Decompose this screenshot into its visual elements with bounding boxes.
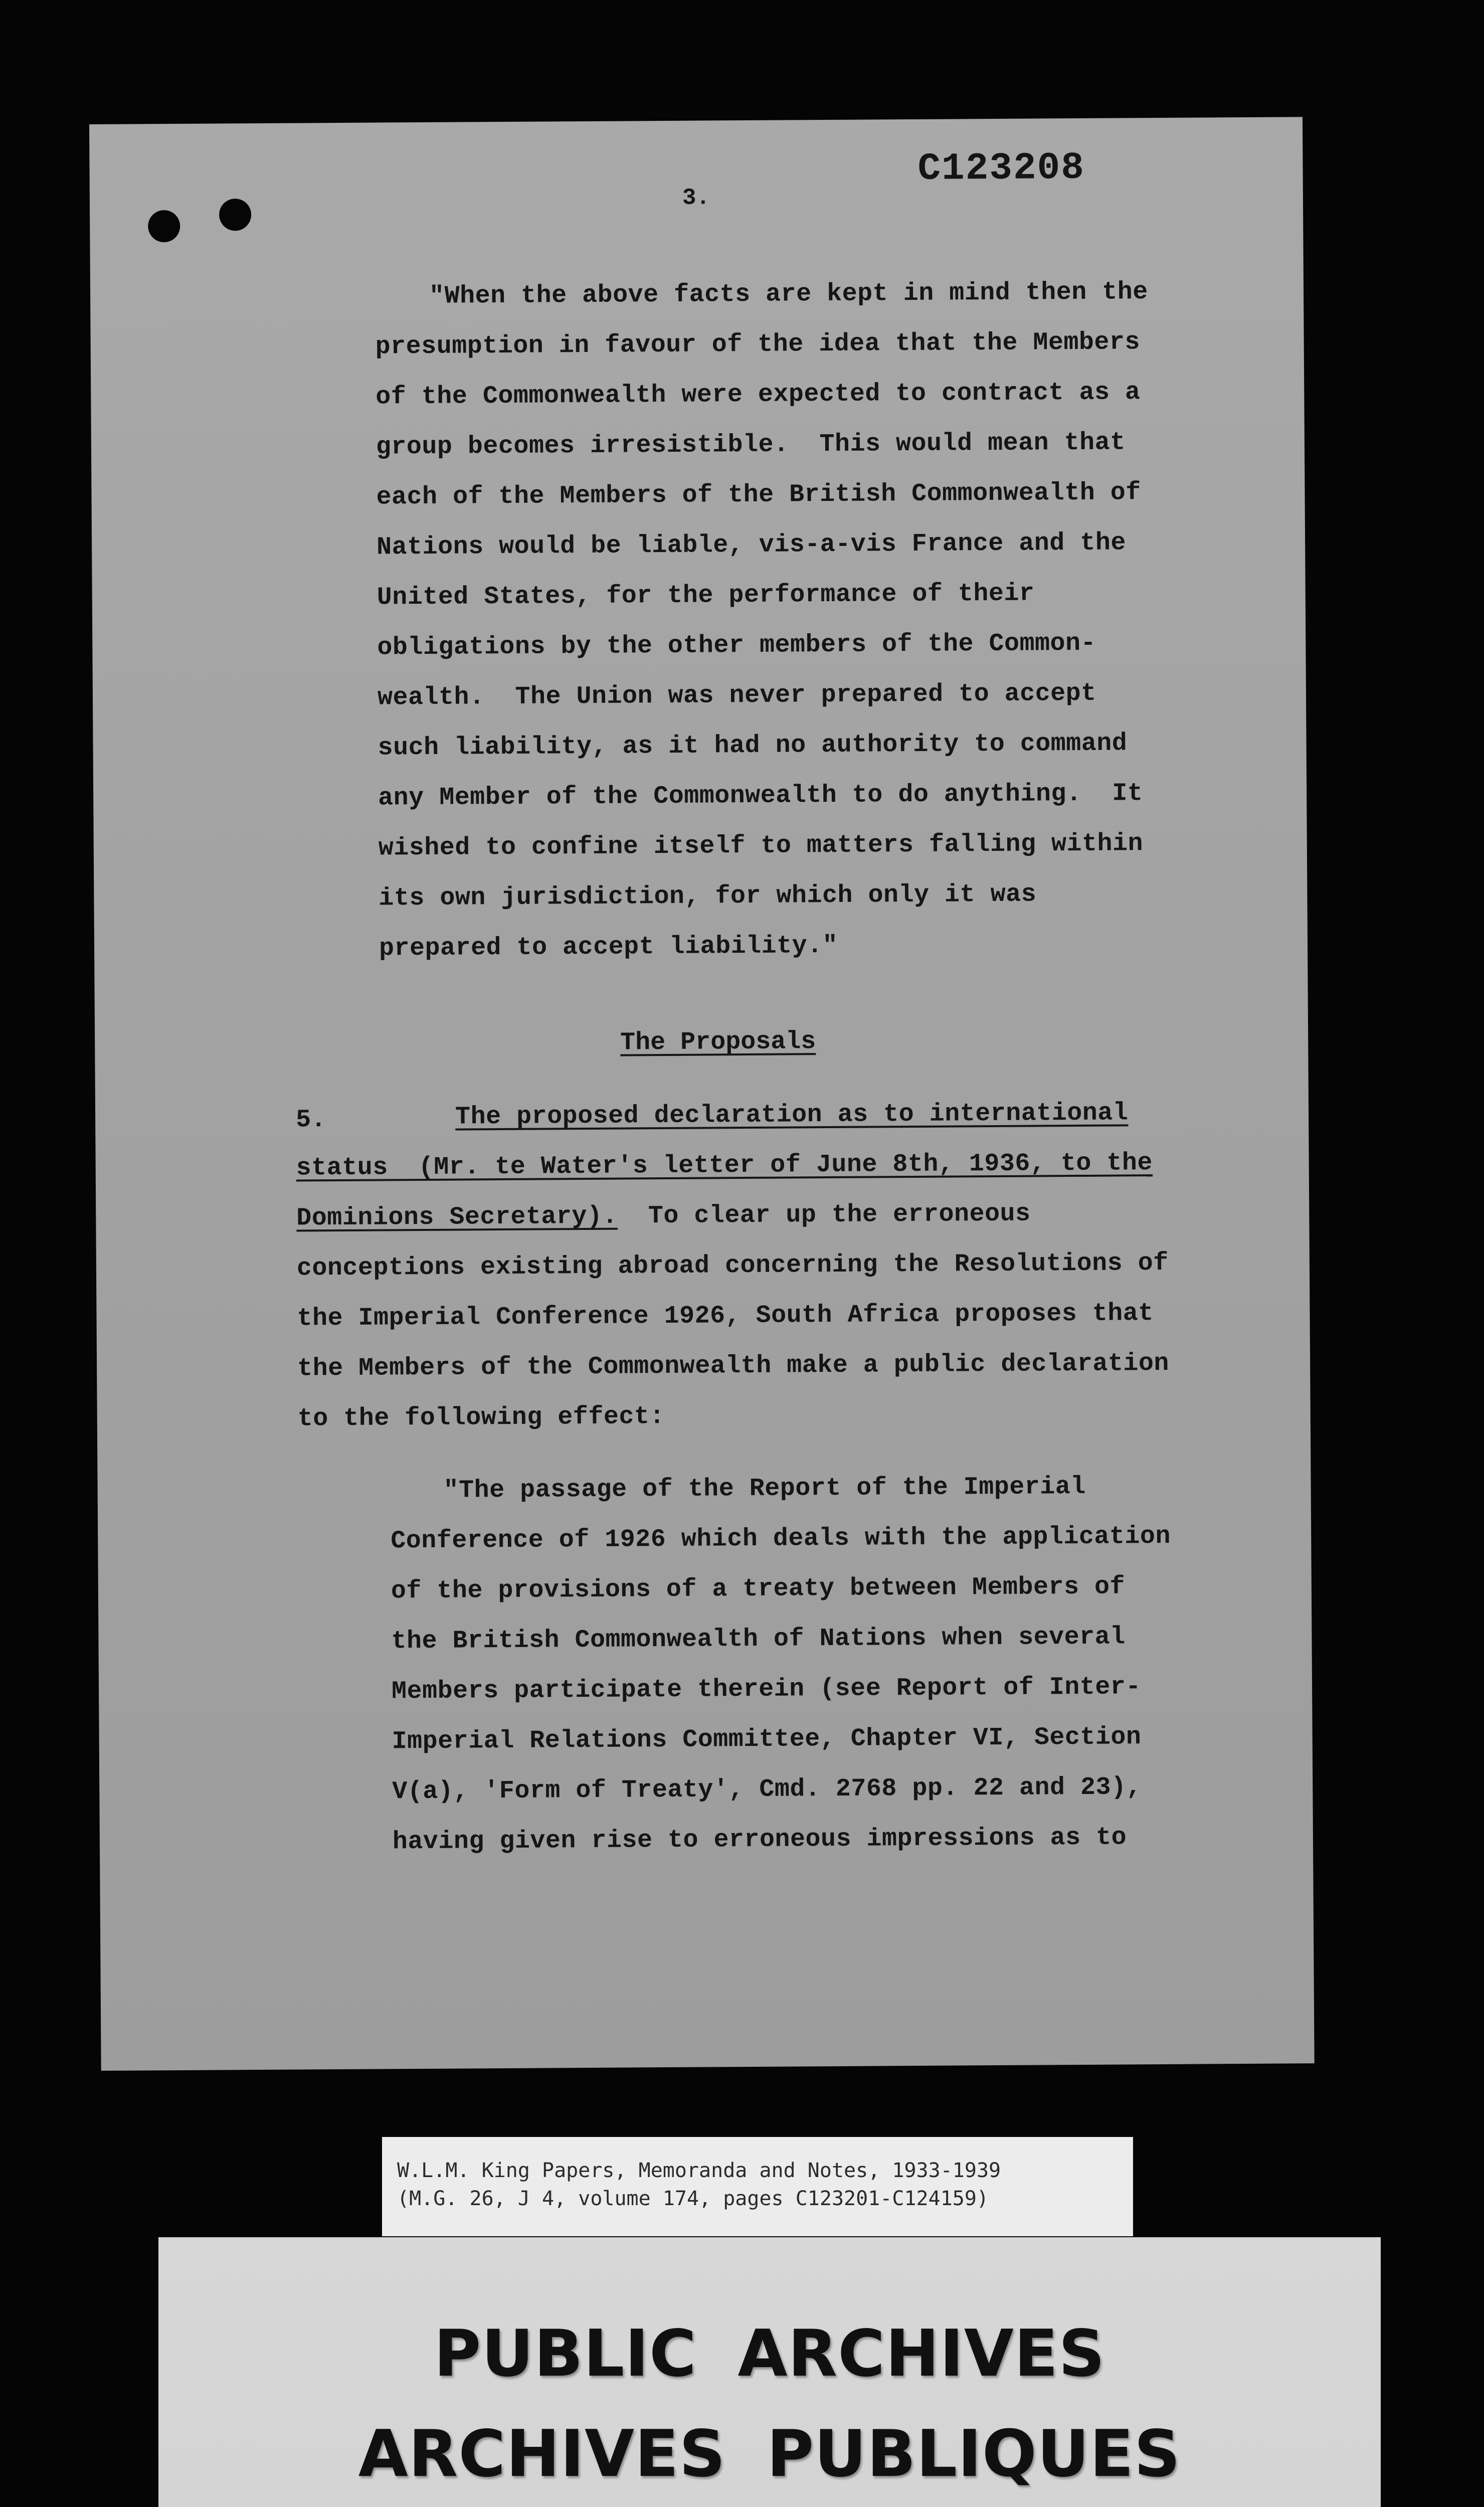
quote-line: the British Commonwealth of Nations when several xyxy=(391,1623,1126,1656)
reference-line: W.L.M. King Papers, Memoranda and Notes, 1933-1939 xyxy=(397,2159,1001,2182)
quote-line: Nations would be liable, vis-a-vis France and the xyxy=(376,528,1127,562)
quote-line: having given rise to erroneous impressions as to xyxy=(392,1823,1127,1857)
section-heading: The Proposals xyxy=(620,1027,816,1057)
reference-slip xyxy=(382,2137,1133,2236)
paragraph-title-line: status (Mr. te Water's letter of June 8th, 1936, to the xyxy=(296,1149,1153,1183)
quote-line: Imperial Relations Committee, Chapter VI, Section xyxy=(392,1723,1142,1756)
paragraph-title-line: Dominions Secretary). xyxy=(296,1202,618,1233)
paragraph-line: to the following effect: xyxy=(297,1402,665,1434)
quote-line: Members participate therein (see Report of Inter- xyxy=(391,1673,1142,1706)
paragraph-number: 5. xyxy=(295,1106,326,1135)
quote-line: presumption in favour of the idea that the Members xyxy=(375,328,1141,362)
quote-line: wished to confine itself to matters falling within xyxy=(378,829,1144,863)
punch-hole-left xyxy=(148,210,180,242)
quote-line: group becomes irresistible. This would mean that xyxy=(376,428,1126,462)
archive-name-english: PUBLIC ARCHIVES xyxy=(434,2316,1105,2391)
quote-line: of the Commonwealth were expected to contract as a xyxy=(376,378,1141,412)
paragraph-line: To clear up the erroneous xyxy=(617,1199,1031,1231)
paragraph-line: conceptions existing abroad concerning the Resolutions of xyxy=(296,1248,1169,1283)
reference-line: (M.G. 26, J 4, volume 174, pages C123201-C124159) xyxy=(397,2187,989,2210)
quote-line: V(a), 'Form of Treaty', Cmd. 2768 pp. 22 and 23), xyxy=(392,1773,1142,1807)
paragraph-line: the Imperial Conference 1926, South Africa proposes that xyxy=(297,1299,1154,1333)
paragraph-first-line xyxy=(296,1199,1031,1234)
quote-line: its own jurisdiction, for which only it was xyxy=(379,880,1037,913)
quote-line: "The passage of the Report of the Imperial xyxy=(443,1472,1086,1505)
quote-line: wealth. The Union was never prepared to accept xyxy=(377,679,1096,712)
quote-line: of the provisions of a treaty between Members of xyxy=(391,1572,1126,1606)
quote-line: each of the Members of the British Commonwealth of xyxy=(376,478,1141,512)
quote-line: prepared to accept liability." xyxy=(379,931,838,963)
paragraph-line: the Members of the Commonwealth make a public declaration xyxy=(297,1349,1170,1383)
quote-line: such liability, as it had no authority to command xyxy=(378,729,1128,763)
quote-line: United States, for the performance of their xyxy=(377,579,1035,612)
quote-line: "When the above facts are kept in mind then the xyxy=(429,278,1148,311)
archive-name-french: ARCHIVES PUBLIQUES xyxy=(358,2417,1181,2491)
document-page xyxy=(89,117,1315,2071)
document-number: C123208 xyxy=(917,146,1085,191)
quote-line: any Member of the Commonwealth to do anything. It xyxy=(378,779,1143,813)
quote-line: obligations by the other members of the Common- xyxy=(377,629,1096,662)
archive-card xyxy=(158,2237,1381,2507)
quote-line: Conference of 1926 which deals with the application xyxy=(391,1522,1171,1556)
punch-hole-right xyxy=(219,199,251,231)
page-number: 3. xyxy=(682,185,710,211)
paragraph-title-line: The proposed declaration as to international xyxy=(455,1099,1129,1132)
